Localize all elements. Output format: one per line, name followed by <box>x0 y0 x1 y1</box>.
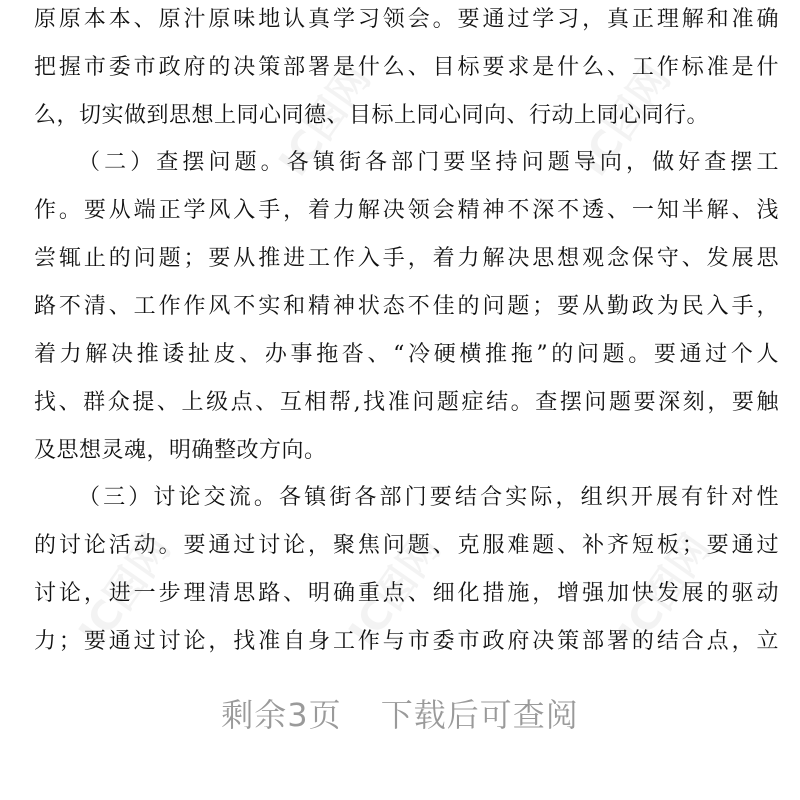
text-line: 及思想灵魂，明确整改方向。 <box>34 438 327 463</box>
watermark: IC图网 <box>270 56 380 185</box>
download-notice[interactable] <box>0 690 800 736</box>
text-line: 力；要通过讨论，找准自身工作与市委市政府决策部署的结合点，立 <box>34 629 779 654</box>
remaining-pages-label: 剩余3页 <box>221 696 342 734</box>
section-heading-line: （二）查摆问题。各镇街各部门要坚持问题导向，做好查摆工 <box>78 150 779 175</box>
text-line: 路不清、工作作风不实和精神状态不佳的问题；要从勤政为民入手， <box>34 294 779 319</box>
text-line: 着力解决推诿扯皮、办事拖沓、“冷硬横推拖”的问题。要通过个人 <box>34 342 779 367</box>
section-heading-line: （三）讨论交流。各镇街各部门要结合实际，组织开展有针对性 <box>78 485 779 510</box>
text-line: 原原本本、原汁原味地认真学习领会。要通过学习，真正理解和准确 <box>34 7 779 32</box>
text-line: 讨论，进一步理清思路、明确重点、细化措施，增强加快发展的驱动 <box>34 581 779 606</box>
download-hint-label: 下载后可查阅 <box>380 696 579 734</box>
text-line: 的讨论活动。要通过讨论，聚焦问题、克服难题、补齐短板；要通过 <box>34 533 779 558</box>
text-line: 作。要从端正学风入手，着力解决领会精神不深不透、一知半解、浅 <box>34 198 779 223</box>
watermark: IC图网 <box>340 526 450 655</box>
text-line: 找、群众提、上级点、互相帮,找准问题症结。查摆问题要深刻，要触 <box>34 390 779 415</box>
text-line: 么，切实做到思想上同心同德、目标上同心同向、行动上同心同行。 <box>34 103 710 128</box>
watermark: IC图网 <box>610 526 720 655</box>
watermark: IC图网 <box>70 526 180 655</box>
watermark: IC图网 <box>570 56 680 185</box>
text-line: 尝辄止的问题；要从推进工作入手，着力解决思想观念保守、发展思 <box>34 246 779 271</box>
text-line: 把握市委市政府的决策部署是什么、目标要求是什么、工作标准是什 <box>34 55 779 80</box>
